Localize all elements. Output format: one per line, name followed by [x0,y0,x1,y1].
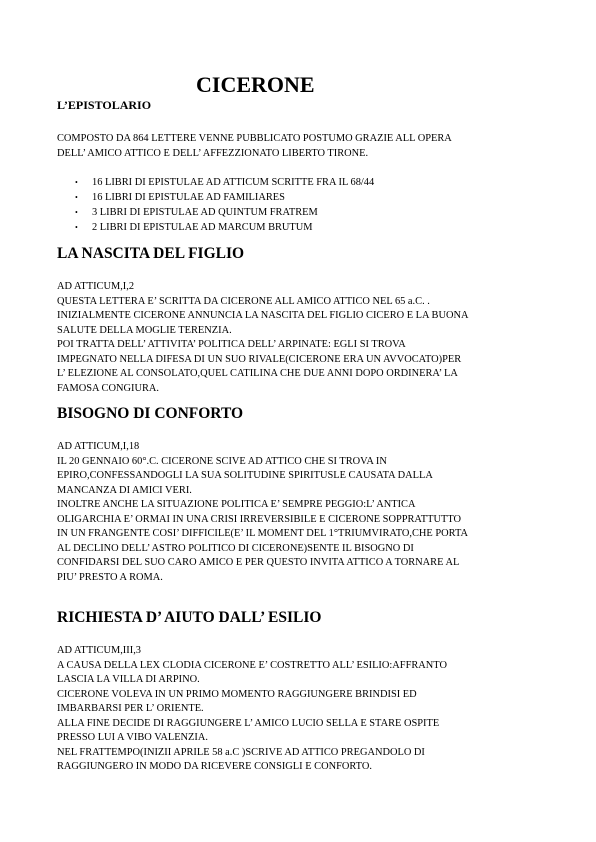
body-line: INIZIALMENTE CICERONE ANNUNCIA LA NASCITA DEL FIGLIO CICERO E LA BUONA [57,310,469,321]
body-line: PRESSO LUI A VIBO VALENZIA. [57,732,208,743]
section-title: BISOGNO DI CONFORTO [57,405,244,422]
body-line: LASCIA LA VILLA DI ARPINO. [57,674,200,685]
body-line: ALLA FINE DECIDE DI RAGGIUNGERE L’ AMICO LUCIO SELLA E STARE OSPITE [57,717,440,729]
section-title: RICHIESTA D’ AIUTO DALL’ ESILIO [57,609,322,626]
letters-list [57,175,537,235]
body-line: POI TRATTA DELL’ ATTIVITA’ POLITICA DELL’ ARPINATE: EGLI SI TROVA [57,339,406,350]
list-item-text: 16 LIBRI DI EPISTULAE AD ATTICUM SCRITTE FRA IL 68/44 [92,177,375,188]
bullet-icon: • [75,208,78,217]
document-subtitle: L’EPISTOLARIO [57,98,152,112]
body-line: AD ATTICUM,I,2 [57,281,135,292]
body-line: QUESTA LETTERA E’ SCRITTA DA CICERONE ALL AMICO ATTICO NEL 65 a.C. . [57,295,430,307]
body-line: A CAUSA DELLA LEX CLODIA CICERONE E’ COSTRETTO ALL’ ESILIO:AFFRANTO [57,659,447,671]
bullet-icon: • [75,193,78,202]
body-line: AD ATTICUM,III,3 [57,645,141,656]
section-heading [57,608,547,627]
body-line: CICERONE VOLEVA IN UN PRIMO MOMENTO RAGGIUNGERE BRINDISI ED [57,688,417,700]
list-item-text: 16 LIBRI DI EPISTULAE AD FAMILIARES [92,192,285,203]
body-line: IN UN FRANGENTE COSI’ DIFFICILE(E’ IL MOMENT DEL 1°TRIUMVIRATO,CHE PORTA [57,528,468,539]
document-title: CICERONE [196,72,315,97]
body-line: SALUTE DELLA MOGLIE TERENZIA. [57,324,232,336]
intro-line: DELL’ AMICO ATTICO E DELL’ AFFEZZIONATO LIBERTO TIRONE. [57,147,369,159]
body-line: IMBARBARSI PER L’ ORIENTE. [57,703,204,714]
body-line: AD ATTICUM,I,18 [57,441,140,452]
intro-line: COMPOSTO DA 864 LETTERE VENNE PUBBLICATO POSTUMO GRAZIE ALL OPERA [57,133,452,144]
section-body [57,644,547,775]
body-line: OLIGARCHIA E’ ORMAI IN UNA CRISI IRREVERSIBILE E CICERONE SOPPRATTUTTO [57,513,461,525]
section-body [57,440,547,585]
body-line: CONFIDARSI DEL SUO CARO AMICO E PER QUESTO INVITA ATTICO A TORNARE AL [57,557,460,568]
list-item [57,190,537,205]
intro-paragraph [57,132,547,161]
body-line: NEL FRATTEMPO(INIZII APRILE 58 a.C )SCRIVE AD ATTICO PREGANDOLO DI [57,746,425,758]
section-body [57,280,547,396]
list-item [57,220,537,235]
body-line: PIU’ PRESTO A ROMA. [57,571,163,583]
list-item-text: 2 LIBRI DI EPISTULAE AD MARCUM BRUTUM [92,222,313,233]
body-line: IMPEGNATO NELLA DIFESA DI UN SUO RIVALE(CICERONE ERA UN AVVOCATO)PER [57,353,462,365]
body-line: INOLTRE ANCHE LA SITUAZIONE POLITICA E’ SEMPRE PEGGIO:L’ ANTICA [57,499,416,510]
body-line: FAMOSA CONGIURA. [57,382,159,394]
bullet-icon: • [75,223,78,232]
body-line: EPIRO,CONFESSANDOGLI LA SUA SOLITUDINE SPIRITUSLE CAUSATA DALLA [57,470,433,481]
list-item-text: 3 LIBRI DI EPISTULAE AD QUINTUM FRATREM [92,207,318,218]
body-line: AL DECLINO DELL’ ASTRO POLITICO DI CICERONE)SENTE IL BISOGNO DI [57,542,414,554]
list-item [57,175,537,190]
body-line: MANCANZA DI AMICI VERI. [57,484,192,496]
section-heading [57,244,547,263]
section-title: LA NASCITA DEL FIGLIO [57,245,245,262]
body-line: RAGGIUNGERO IN MODO DA RICEVERE CONSIGLI E CONFORTO. [57,761,372,772]
list-item [57,205,537,220]
section-heading [57,404,547,423]
body-line: L’ ELEZIONE AL CONSOLATO,QUEL CATILINA CHE DUE ANNI DOPO ORDINERA’ LA [57,368,458,379]
bullet-icon: • [75,178,78,187]
body-line: IL 20 GENNAIO 60°.C. CICERONE SCIVE AD ATTICO CHE SI TROVA IN [57,455,387,467]
